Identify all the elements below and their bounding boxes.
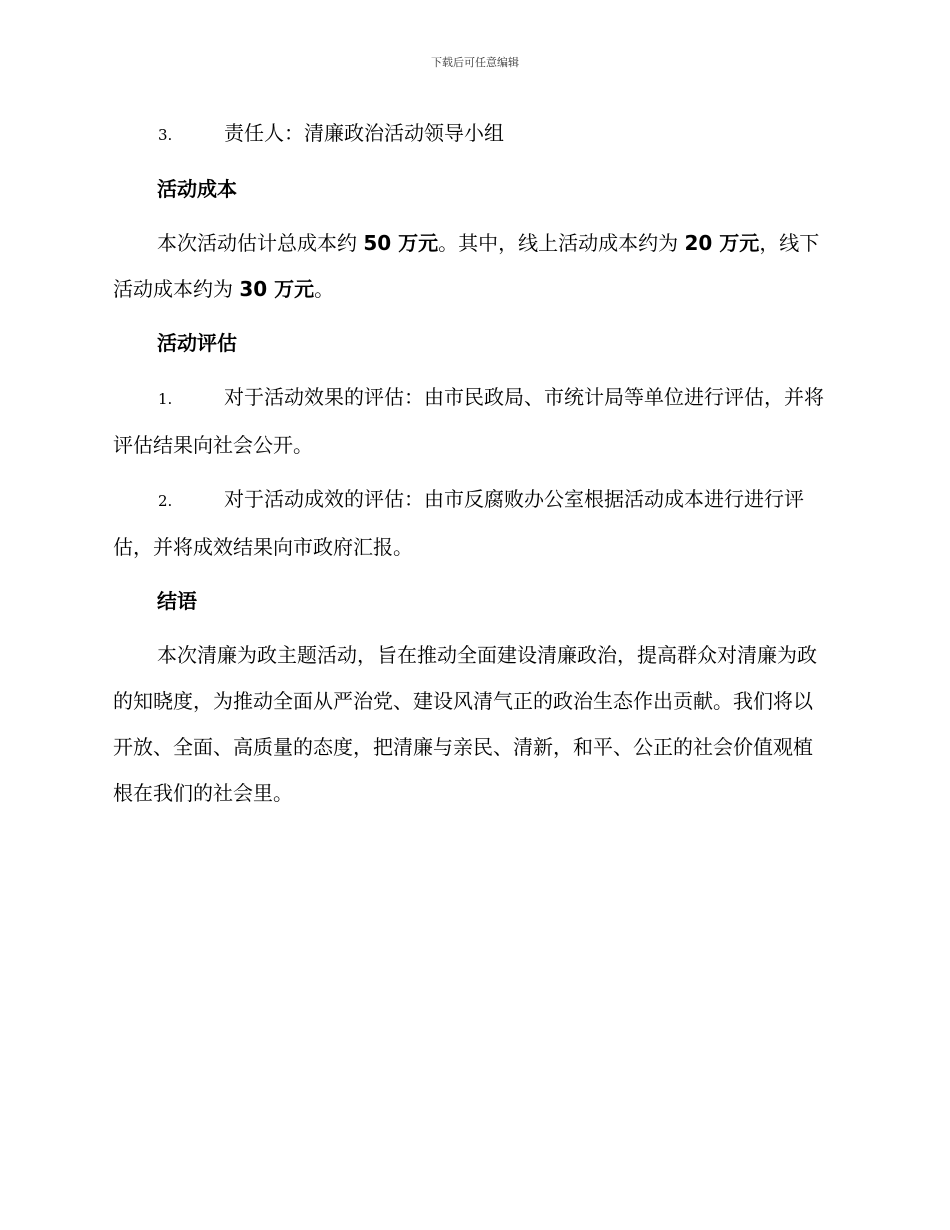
cost-online: 20 万元 <box>684 231 760 255</box>
cost-offline: 30 万元 <box>239 277 315 301</box>
cost-text-1: 本次活动估计总成本约 <box>157 231 364 255</box>
heading-cost: 活动成本 <box>157 177 237 201</box>
list-item-eval-1 <box>113 374 831 468</box>
cost-text-4: 。 <box>314 277 335 301</box>
cost-text-3: ，线下活动成本约为 <box>113 231 820 301</box>
paragraph-cost <box>113 220 831 312</box>
header-note: 下载后可任意编辑 <box>431 56 519 69</box>
cost-text-2: 。其中，线上活动成本约为 <box>438 231 685 255</box>
list-item-text: 对于活动效果的评估：由市民政局、市统计局等单位进行评估，并将评估结果向社会公开。 <box>113 385 824 457</box>
paragraph-conclusion: 本次清廉为政主题活动，旨在推动全面建设清廉政治，提高群众对清廉为政的知晓度，为推动全面从严治党、建设风清气正的政治生态作出贡献。我们将以开放、全面、高质量的态度，把清廉与亲民、清新，和平、公正的社会价值观植根在我们的社会里。 <box>113 643 817 805</box>
cost-total: 50 万元 <box>363 231 439 255</box>
list-item-text: 对于活动成效的评估：由市反腐败办公室根据活动成本进行进行评估，并将成效结果向市政府汇报。 <box>113 487 804 559</box>
list-item-responsible <box>113 110 831 158</box>
list-item-text: 责任人：清廉政治活动领导小组 <box>224 121 504 145</box>
list-number: 2. <box>158 492 173 510</box>
list-item-eval-2 <box>113 476 831 570</box>
list-number: 1. <box>158 390 173 408</box>
heading-conclusion: 结语 <box>157 589 197 613</box>
list-number: 3. <box>158 126 173 144</box>
heading-evaluation: 活动评估 <box>157 331 237 355</box>
document-body <box>113 110 831 824</box>
